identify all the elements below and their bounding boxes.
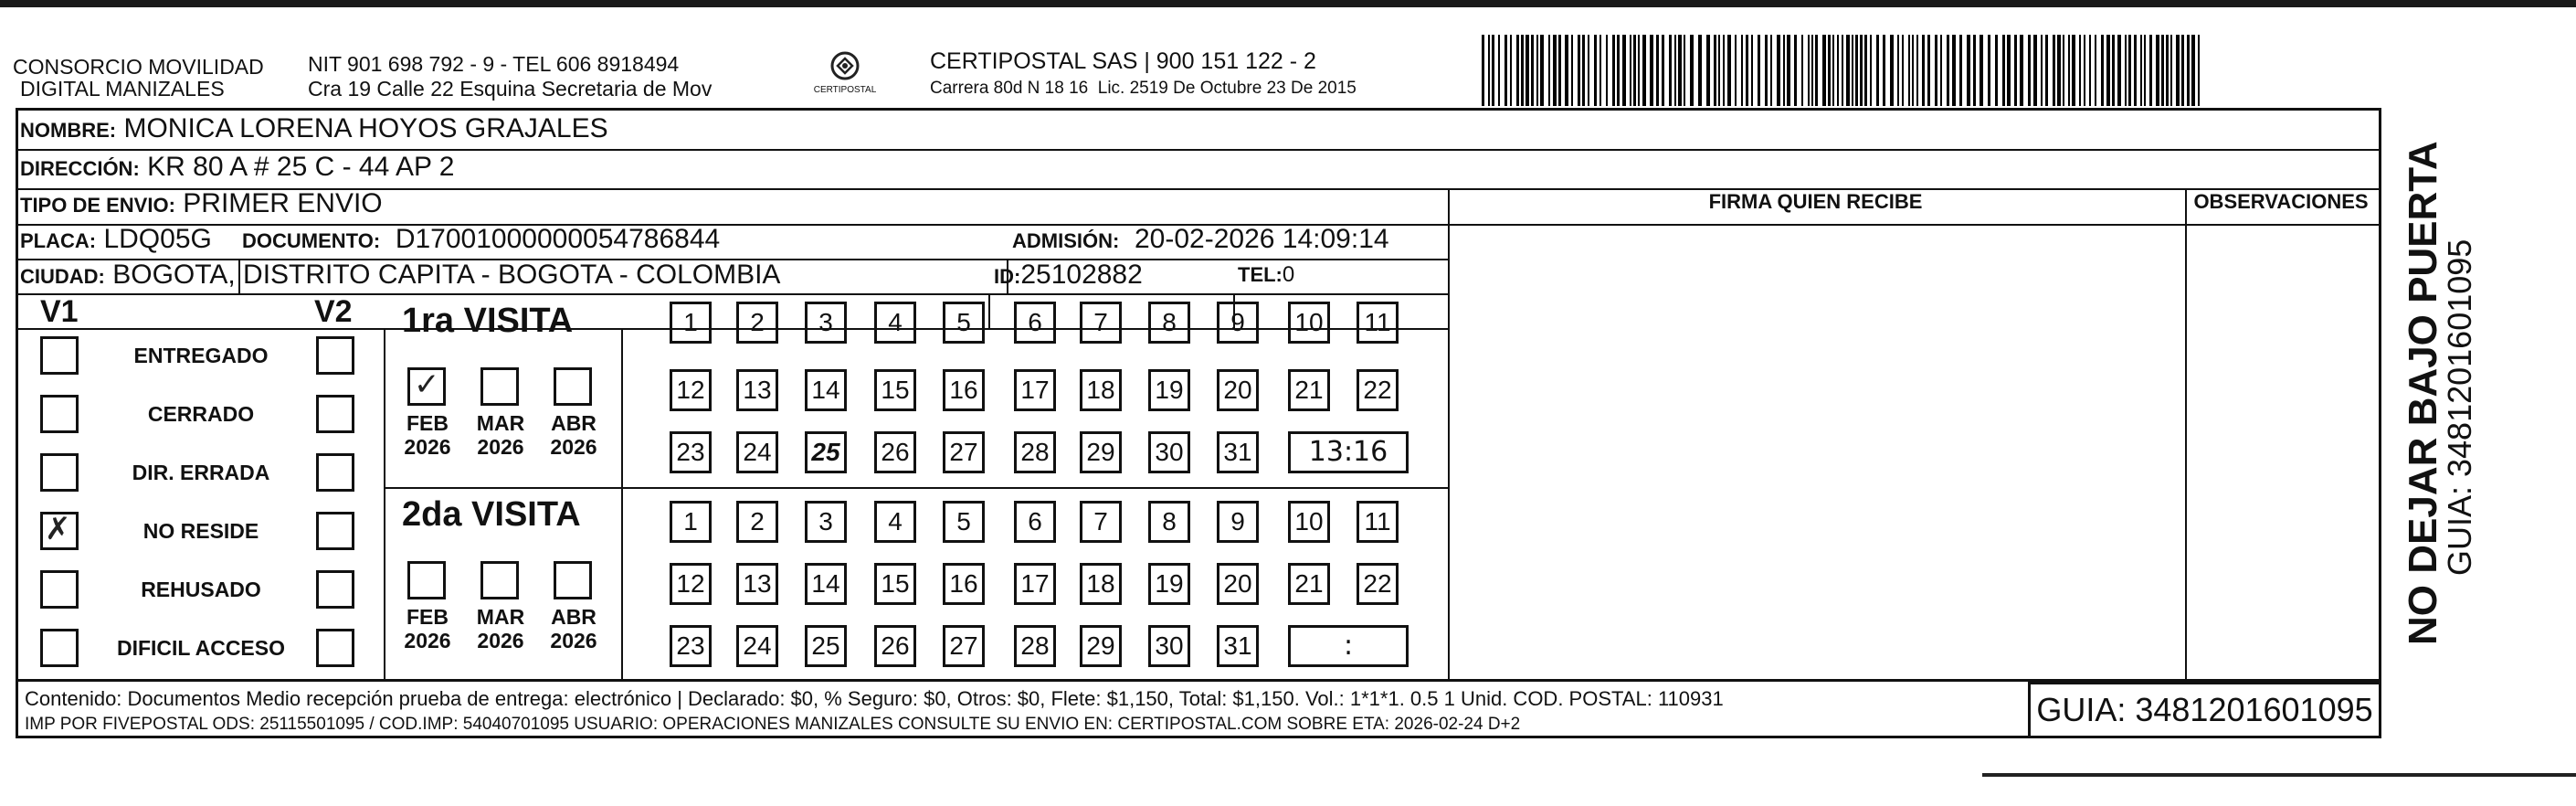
tipo-envio-field xyxy=(20,188,383,221)
side-guia: GUIA: 3481201601095 xyxy=(2441,239,2478,576)
second-visit-day-9[interactable]: 9 xyxy=(1217,501,1259,543)
barcode-bar xyxy=(1617,35,1620,106)
barcode-bar xyxy=(2101,35,2104,106)
id-field xyxy=(994,260,1143,292)
second-visit-day-29[interactable]: 29 xyxy=(1080,625,1122,667)
first-visit-day-10[interactable]: 10 xyxy=(1288,302,1330,344)
barcode-bar xyxy=(1832,35,1834,106)
second-visit-day-22[interactable]: 22 xyxy=(1357,563,1399,605)
second-visit-day-23[interactable]: 23 xyxy=(670,625,712,667)
barcode-bar xyxy=(1588,35,1589,106)
v2-header: V2 xyxy=(314,294,353,329)
first-visit-day-5[interactable]: 5 xyxy=(943,302,985,344)
month-label xyxy=(546,605,601,652)
second-visit-day-8[interactable]: 8 xyxy=(1148,501,1190,543)
v2-checkbox[interactable] xyxy=(316,512,354,550)
barcode-bar xyxy=(1548,35,1550,106)
v1-checkbox[interactable] xyxy=(40,453,79,492)
barcode-bar xyxy=(1690,35,1694,106)
barcode-bar xyxy=(1811,35,1813,106)
v2-checkbox[interactable] xyxy=(316,570,354,609)
barcode-bar xyxy=(1852,35,1853,106)
month-label xyxy=(400,411,455,459)
carrier-line1: CERTIPOSTAL SAS | 900 151 122 - 2 xyxy=(930,48,1316,74)
barcode-bar xyxy=(2014,35,2017,106)
second-visit-day-21[interactable]: 21 xyxy=(1288,563,1330,605)
barcode-bar xyxy=(2134,35,2137,106)
second-visit-day-7[interactable]: 7 xyxy=(1080,501,1122,543)
v2-checkbox[interactable] xyxy=(316,336,354,375)
barcode-bar xyxy=(1571,35,1573,106)
status-label: REHUSADO xyxy=(141,578,261,601)
barcode-bar xyxy=(1510,35,1512,106)
barcode-bar xyxy=(1706,35,1710,106)
second-visit-day-24[interactable]: 24 xyxy=(736,625,778,667)
v2-checkbox[interactable] xyxy=(316,453,354,492)
barcode-bar xyxy=(2140,35,2142,106)
barcode-bar xyxy=(1846,35,1850,106)
barcode-bar xyxy=(2128,35,2131,106)
barcode-bar xyxy=(1498,35,1500,106)
status-label: DIFICIL ACCESO xyxy=(116,636,285,660)
barcode-bar xyxy=(1492,35,1494,106)
barcode-bar xyxy=(2191,35,2195,106)
first-visit-day-14[interactable]: 14 xyxy=(805,369,847,411)
barcode-bar xyxy=(2020,35,2023,106)
barcode-bar xyxy=(2002,35,2005,106)
second-visit-day-15[interactable]: 15 xyxy=(874,563,916,605)
v1-mark-icon: ✗ xyxy=(45,511,71,547)
barcode-bar xyxy=(1650,35,1653,106)
placa-field xyxy=(20,224,212,257)
barcode-bar xyxy=(2084,35,2085,106)
status-label: NO RESIDE xyxy=(143,519,259,543)
first-visit-day-12[interactable]: 12 xyxy=(670,369,712,411)
first-visit-day-9[interactable]: 9 xyxy=(1217,302,1259,344)
barcode-bar xyxy=(1947,35,1949,106)
barcode-bar xyxy=(1521,35,1524,106)
barcode-bar xyxy=(1828,35,1831,106)
footer-bottom-rule xyxy=(16,736,2381,738)
v2-checkbox[interactable] xyxy=(316,629,354,667)
barcode-bar xyxy=(2068,35,2070,106)
v2-checkbox[interactable] xyxy=(316,395,354,433)
second-visit-day-1[interactable]: 1 xyxy=(670,501,712,543)
second-visit-day-2[interactable]: 2 xyxy=(736,501,778,543)
barcode-bar xyxy=(2106,35,2110,106)
barcode-bar xyxy=(2187,35,2190,106)
second-visit-day-4[interactable]: 4 xyxy=(874,501,916,543)
month-check-icon: ✓ xyxy=(414,366,440,403)
barcode-bar xyxy=(1801,35,1803,106)
second-visit-day-10[interactable]: 10 xyxy=(1288,501,1330,543)
status-label: CERRADO xyxy=(147,402,255,426)
barcode-bar xyxy=(2045,35,2048,106)
barcode-bar xyxy=(1765,35,1768,106)
direccion-label: DIRECCIÓN: xyxy=(20,157,140,180)
month-checkbox[interactable] xyxy=(407,367,446,406)
barcode-bar xyxy=(1935,35,1937,106)
barcode-bar xyxy=(1902,35,1904,106)
barcode-bar xyxy=(1526,35,1529,106)
barcode-bar xyxy=(1952,35,1956,106)
month-year: 2026 xyxy=(404,629,451,652)
first-visit-day-13[interactable]: 13 xyxy=(736,369,778,411)
barcode-bar xyxy=(1656,35,1659,106)
barcode-bar xyxy=(1558,35,1561,106)
barcode-bar xyxy=(1504,35,1507,106)
second-visit-day-20[interactable]: 20 xyxy=(1217,563,1259,605)
barcode-bar xyxy=(2144,35,2146,106)
barcode-bar xyxy=(1488,35,1490,106)
first-visit-day-1[interactable]: 1 xyxy=(670,302,712,344)
month-checkbox[interactable] xyxy=(554,367,592,406)
barcode-bar xyxy=(1916,35,1918,106)
barcode-bar xyxy=(1883,35,1885,106)
direccion-value: KR 80 A # 25 C - 44 AP 2 xyxy=(147,152,455,182)
barcode-bar xyxy=(1684,35,1685,106)
first-visit-day-15[interactable]: 15 xyxy=(874,369,916,411)
documento-value: D17001000000054786844 xyxy=(395,224,721,254)
barcode-bar xyxy=(1727,35,1731,106)
second-visit-day-25[interactable]: 25 xyxy=(805,625,847,667)
barcode-bar xyxy=(2149,35,2152,106)
v1-checkbox[interactable] xyxy=(40,395,79,433)
barcode-bar xyxy=(1842,35,1843,106)
first-visit-day-18[interactable]: 18 xyxy=(1080,369,1122,411)
id-label: ID: xyxy=(994,265,1021,288)
first-visit-day-25[interactable]: 25 xyxy=(805,431,847,473)
guia-box: GUIA: 3481201601095 xyxy=(2028,682,2381,738)
month-year: 2026 xyxy=(404,435,451,459)
tel-value: 0 xyxy=(1282,262,1295,287)
month-name: ABR xyxy=(551,605,596,629)
company-name-line2: DIGITAL MANIZALES xyxy=(20,77,225,101)
ciudad-label: CIUDAD: xyxy=(20,265,105,288)
barcode-bar xyxy=(1973,35,1976,106)
tipo-envio-label: TIPO DE ENVIO: xyxy=(20,194,175,217)
second-visit-title: 2da VISITA xyxy=(402,495,581,534)
barcode-bar xyxy=(2117,35,2121,106)
first-visit-day-31[interactable]: 31 xyxy=(1217,431,1259,473)
barcode-bar xyxy=(1669,35,1672,106)
placa-label: PLACA: xyxy=(20,229,97,252)
barcode-bar xyxy=(1642,35,1646,106)
barcode-bar xyxy=(1553,35,1557,106)
month-label xyxy=(546,411,601,459)
direccion-field xyxy=(20,152,454,185)
barcode-bar xyxy=(1718,35,1720,106)
first-visit-day-6[interactable]: 6 xyxy=(1014,302,1056,344)
barcode-bar xyxy=(2161,35,2164,106)
barcode-bar xyxy=(1940,35,1942,106)
barcode-bar xyxy=(1787,35,1790,106)
second-visit-day-16[interactable]: 16 xyxy=(943,563,985,605)
barcode-bar xyxy=(1837,35,1839,106)
first-visit-day-26[interactable]: 26 xyxy=(874,431,916,473)
month-label xyxy=(400,605,455,652)
month-name: FEB xyxy=(406,411,449,435)
barcode-bar xyxy=(1582,35,1585,106)
month-checkbox[interactable] xyxy=(480,367,519,406)
admision-field xyxy=(1012,224,1389,257)
ciudad-field xyxy=(20,260,780,292)
first-visit-day-19[interactable]: 19 xyxy=(1148,369,1190,411)
barcode-bar xyxy=(1599,35,1601,106)
month-checkbox[interactable] xyxy=(480,561,519,599)
first-visit-day-7[interactable]: 7 xyxy=(1080,302,1122,344)
v1-header: V1 xyxy=(40,294,79,329)
sender-address: Cra 19 Calle 22 Esquina Secretaria de Mov xyxy=(308,77,713,101)
admision-value: 20-02-2026 14:09:14 xyxy=(1135,224,1389,254)
first-visit-day-16[interactable]: 16 xyxy=(943,369,985,411)
logo-caption: CERTIPOSTAL xyxy=(813,85,877,95)
barcode-bar xyxy=(1897,35,1899,106)
barcode-bar xyxy=(1540,35,1544,106)
first-visit-time[interactable]: 13:16 xyxy=(1288,431,1409,473)
documento-field xyxy=(242,224,720,257)
footer-imp-line: IMP POR FIVEPOSTAL ODS: 25115501095 / COD.IMP: 54040701095 USUARIO: OPERACIONES MANIZALES CONSULTE SU ENVIO EN: CERTIPOSTAL.COM SOBRE ETA: 2026-02-24 D+2 xyxy=(25,715,1521,734)
barcode-bar xyxy=(2007,35,2011,106)
first-visit-day-23[interactable]: 23 xyxy=(670,431,712,473)
first-visit-day-4[interactable]: 4 xyxy=(874,302,916,344)
second-visit-day-11[interactable]: 11 xyxy=(1357,501,1399,543)
barcode-bar xyxy=(1723,35,1725,106)
v1-checkbox[interactable] xyxy=(40,629,79,667)
v1-checkbox[interactable] xyxy=(40,570,79,609)
barcode-bar xyxy=(1536,35,1538,106)
second-visit-day-12[interactable]: 12 xyxy=(670,563,712,605)
tel-field xyxy=(1238,260,1294,291)
barcode-bar xyxy=(1630,35,1631,106)
nombre-value: MONICA LORENA HOYOS GRAJALES xyxy=(123,113,608,143)
first-visit-day-22[interactable]: 22 xyxy=(1357,369,1399,411)
barcode-bar xyxy=(1578,35,1580,106)
barcode-bar xyxy=(1531,35,1534,106)
footer-content-line: Contenido: Documentos Medio recepción prueba de entrega: electrónico | Declarado: $0, % Seguro: $0, Otros: $0, Flete: $1,150, Total: $1,150. Vol.: 1*1*1. 0.5 1 Unid. COD. POSTAL: 110931 xyxy=(25,687,1724,710)
documento-label: DOCUMENTO: xyxy=(242,229,381,252)
second-visit-day-14[interactable]: 14 xyxy=(805,563,847,605)
second-visit-day-18[interactable]: 18 xyxy=(1080,563,1122,605)
barcode-bar xyxy=(2033,35,2037,106)
barcode-bar xyxy=(1860,35,1863,106)
barcode-bar xyxy=(2198,35,2200,106)
month-year: 2026 xyxy=(477,435,524,459)
barcode-bar xyxy=(1714,35,1716,106)
barcode-bar xyxy=(2053,35,2055,106)
second-visit-day-27[interactable]: 27 xyxy=(943,625,985,667)
barcode-bar xyxy=(1758,35,1760,106)
first-visit-day-27[interactable]: 27 xyxy=(943,431,985,473)
barcode-bar xyxy=(1922,35,1925,106)
barcode-bar xyxy=(1633,35,1636,106)
barcode-bar xyxy=(1751,35,1753,106)
month-year: 2026 xyxy=(550,629,597,652)
month-year: 2026 xyxy=(550,435,597,459)
observations-area[interactable] xyxy=(2184,224,2378,676)
barcode-bar xyxy=(1674,35,1676,106)
placa-value: LDQ05G xyxy=(103,224,212,254)
id-value: 25102882 xyxy=(1020,260,1143,290)
barcode-bar xyxy=(2072,35,2075,106)
second-visit-day-6[interactable]: 6 xyxy=(1014,501,1056,543)
barcode-bar xyxy=(2181,35,2184,106)
first-visit-day-8[interactable]: 8 xyxy=(1148,302,1190,344)
second-visit-day-26[interactable]: 26 xyxy=(874,625,916,667)
barcode-bar xyxy=(1815,35,1818,106)
footer-left-rule xyxy=(16,682,18,738)
second-visit-day-31[interactable]: 31 xyxy=(1217,625,1259,667)
v1-checkbox[interactable] xyxy=(40,336,79,375)
barcode-bar xyxy=(2176,35,2180,106)
barcode-bar xyxy=(1980,35,1983,106)
second-visit-day-13[interactable]: 13 xyxy=(736,563,778,605)
barcode-bar xyxy=(1988,35,1990,106)
barcode-bar xyxy=(2041,35,2043,106)
barcode-bar xyxy=(2112,35,2115,106)
barcode xyxy=(1482,35,2208,106)
barcode-bar xyxy=(1855,35,1858,106)
top-edge-band xyxy=(0,0,2576,7)
v1-checkbox[interactable] xyxy=(40,512,79,550)
second-visit-day-19[interactable]: 19 xyxy=(1148,563,1190,605)
barcode-bar xyxy=(2089,35,2091,106)
barcode-bar xyxy=(1995,35,1998,106)
barcode-bar xyxy=(2057,35,2061,106)
second-visit-day-30[interactable]: 30 xyxy=(1148,625,1190,667)
first-visit-day-2[interactable]: 2 xyxy=(736,302,778,344)
month-label xyxy=(473,411,528,459)
barcode-bar xyxy=(1594,35,1597,106)
barcode-bar xyxy=(1516,35,1519,106)
nombre-field xyxy=(20,113,608,146)
second-visit-day-5[interactable]: 5 xyxy=(943,501,985,543)
tipo-envio-value: PRIMER ENVIO xyxy=(183,188,383,218)
carrier-line2: Carrera 80d N 18 16 Lic. 2519 De Octubre 23 De 2015 xyxy=(930,79,1357,98)
barcode-bar xyxy=(1565,35,1568,106)
barcode-bar xyxy=(1612,35,1615,106)
barcode-bar xyxy=(1890,35,1894,106)
first-visit-day-11[interactable]: 11 xyxy=(1357,302,1399,344)
barcode-bar xyxy=(2170,35,2172,106)
barcode-bar xyxy=(1870,35,1872,106)
barcode-bar xyxy=(1912,35,1914,106)
barcode-bar xyxy=(2156,35,2159,106)
barcode-bar xyxy=(1746,35,1748,106)
barcode-bar xyxy=(1864,35,1867,106)
barcode-bar xyxy=(1606,35,1608,106)
barcode-bar xyxy=(1622,35,1626,106)
first-visit-day-20[interactable]: 20 xyxy=(1217,369,1259,411)
company-name-line1: CONSORCIO MOVILIDAD xyxy=(13,55,264,79)
first-visit-title: 1ra VISITA xyxy=(402,302,574,340)
barcode-bar xyxy=(1770,35,1772,106)
signature-area[interactable] xyxy=(1447,224,2184,676)
barcode-bar xyxy=(1959,35,1962,106)
barcode-bar xyxy=(1808,35,1810,106)
barcode-bar xyxy=(1698,35,1702,106)
month-name: MAR xyxy=(476,605,525,629)
month-year: 2026 xyxy=(477,629,524,652)
status-label: DIR. ERRADA xyxy=(132,461,270,484)
first-visit-day-28[interactable]: 28 xyxy=(1014,431,1056,473)
month-checkbox[interactable] xyxy=(407,561,446,599)
ciudad-value: BOGOTA, DISTRITO CAPITA - BOGOTA - COLOMBIA xyxy=(112,260,781,290)
firma-header: FIRMA QUIEN RECIBE xyxy=(1708,190,1923,213)
barcode-bar xyxy=(1482,35,1484,106)
month-name: MAR xyxy=(476,411,525,435)
barcode-bar xyxy=(2063,35,2064,106)
barcode-bar xyxy=(2095,35,2096,106)
barcode-bar xyxy=(2079,35,2081,106)
bottom-edge-line xyxy=(1982,773,2576,777)
barcode-bar xyxy=(1735,35,1737,106)
barcode-bar xyxy=(1908,35,1910,106)
barcode-bar xyxy=(1741,35,1743,106)
month-name: ABR xyxy=(551,411,596,435)
first-visit-day-21[interactable]: 21 xyxy=(1288,369,1330,411)
barcode-bar xyxy=(2028,35,2031,106)
second-visit-time[interactable]: : xyxy=(1288,625,1409,667)
no-dejar-warning: NO DEJAR BAJO PUERTA xyxy=(2401,141,2445,645)
barcode-bar xyxy=(1822,35,1826,106)
nit-line: NIT 901 698 792 - 9 - TEL 606 8918494 xyxy=(308,52,680,76)
barcode-bar xyxy=(1662,35,1664,106)
first-visit-day-29[interactable]: 29 xyxy=(1080,431,1122,473)
month-name: FEB xyxy=(406,605,449,629)
second-visit-day-28[interactable]: 28 xyxy=(1014,625,1056,667)
barcode-bar xyxy=(1638,35,1640,106)
observaciones-header: OBSERVACIONES xyxy=(2193,190,2369,213)
tel-label: TEL: xyxy=(1238,263,1283,286)
month-label xyxy=(473,605,528,652)
barcode-bar xyxy=(1783,35,1785,106)
barcode-bar xyxy=(1876,35,1879,106)
first-visit-day-17[interactable]: 17 xyxy=(1014,369,1056,411)
barcode-bar xyxy=(1678,35,1682,106)
admision-label: ADMISIÓN: xyxy=(1012,229,1120,252)
barcode-bar xyxy=(2166,35,2169,106)
barcode-bar xyxy=(1794,35,1797,106)
barcode-bar xyxy=(1967,35,1970,106)
second-visit-day-17[interactable]: 17 xyxy=(1014,563,1056,605)
month-checkbox[interactable] xyxy=(554,561,592,599)
first-visit-day-3[interactable]: 3 xyxy=(805,302,847,344)
barcode-bar xyxy=(1777,35,1780,106)
barcode-bar xyxy=(1927,35,1930,106)
status-label: ENTREGADO xyxy=(133,344,269,367)
second-visit-day-3[interactable]: 3 xyxy=(805,501,847,543)
first-visit-day-30[interactable]: 30 xyxy=(1148,431,1190,473)
nombre-label: NOMBRE: xyxy=(20,119,117,142)
first-visit-day-24[interactable]: 24 xyxy=(736,431,778,473)
barcode-bar xyxy=(2125,35,2127,106)
